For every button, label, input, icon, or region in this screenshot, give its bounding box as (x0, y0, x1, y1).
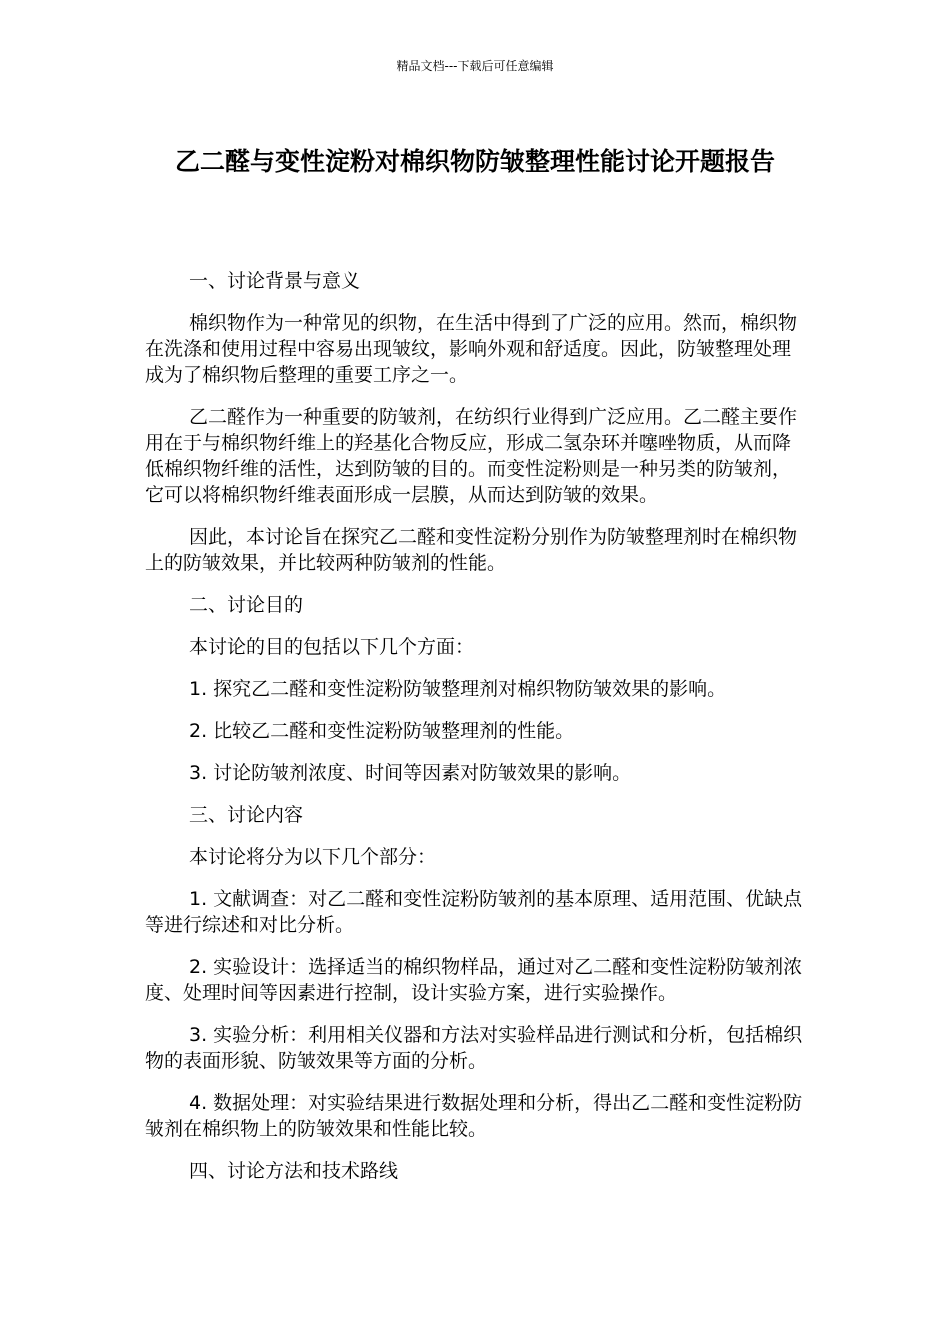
list-item: 4. 数据处理：对实验结果进行数据处理和分析，得出乙二醛和变性淀粉防皱剂在棉织物上的防皱效果和性能比较。 (145, 1092, 803, 1140)
page-header: 精品文档---下载后可任意编辑 (396, 59, 554, 73)
document-title: 乙二醛与变性淀粉对棉织物防皱整理性能讨论开题报告 (174, 147, 775, 176)
paragraph: 因此，本讨论旨在探究乙二醛和变性淀粉分别作为防皱整理剂时在棉织物上的防皱效果，并比较两种防皱剂的性能。 (145, 526, 798, 574)
paragraph: 棉织物作为一种常见的织物，在生活中得到了广泛的应用。然而，棉织物在洗涤和使用过程中容易出现皱纹，影响外观和舒适度。因此，防皱整理处理成为了棉织物后整理的重要工序之一。 (145, 312, 798, 386)
list-item: 1. 文献调查：对乙二醛和变性淀粉防皱剂的基本原理、适用范围、优缺点等进行综述和对比分析。 (145, 888, 803, 936)
paragraph: 本讨论的目的包括以下几个方面： (189, 636, 475, 658)
section-heading-content: 三、讨论内容 (189, 804, 304, 826)
list-item: 2. 比较乙二醛和变性淀粉防皱整理剂的性能。 (189, 720, 575, 742)
list-item: 3. 实验分析：利用相关仪器和方法对实验样品进行测试和分析，包括棉织物的表面形貌、防皱效果等方面的分析。 (145, 1024, 803, 1072)
section-heading-background: 一、讨论背景与意义 (189, 270, 361, 292)
list-item: 2. 实验设计：选择适当的棉织物样品，通过对乙二醛和变性淀粉防皱剂浓度、处理时间等因素进行控制，设计实验方案，进行实验操作。 (145, 956, 803, 1004)
paragraph: 本讨论将分为以下几个部分： (189, 846, 437, 868)
paragraph: 乙二醛作为一种重要的防皱剂，在纺织行业得到广泛应用。乙二醛主要作用在于与棉织物纤维上的羟基化合物反应，形成二氢杂环并噻唑物质，从而降低棉织物纤维的活性，达到防皱的目的。而变性淀粉则是一种另类的防皱剂，它可以将棉织物纤维表面形成一层膜，从而达到防皱的效果。 (145, 406, 798, 506)
section-heading-purpose: 二、讨论目的 (189, 594, 304, 616)
section-heading-methods: 四、讨论方法和技术路线 (189, 1160, 399, 1182)
list-item: 1. 探究乙二醛和变性淀粉防皱整理剂对棉织物防皱效果的影响。 (189, 678, 727, 700)
document-body (145, 268, 805, 1200)
list-item: 3. 讨论防皱剂浓度、时间等因素对防皱效果的影响。 (189, 762, 632, 784)
